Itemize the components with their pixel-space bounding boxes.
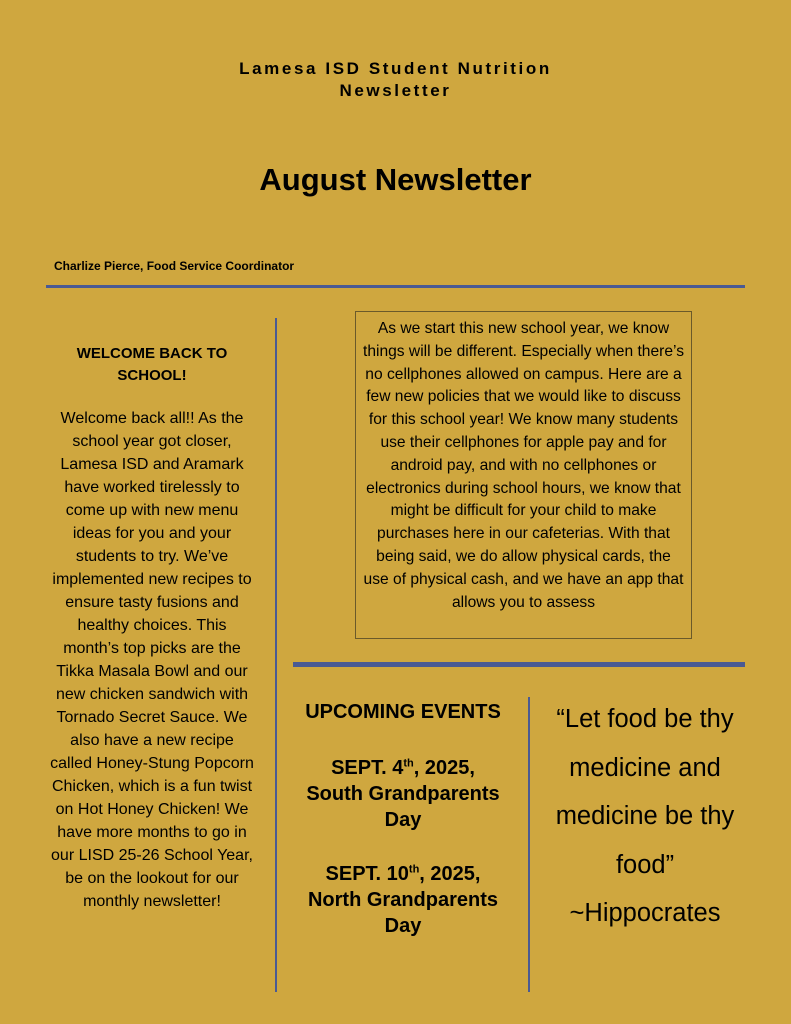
author-byline: Charlize Pierce, Food Service Coordinator (54, 259, 295, 273)
event-item (294, 755, 512, 833)
quote-author: ~Hippocrates (569, 899, 721, 927)
organization-title-line2: Newsletter (339, 81, 452, 100)
upcoming-events (294, 699, 512, 967)
policy-body: As we start this new school year, we know things will be different. Especially when there’s no cellphones allowed on campus. Here are a few new policies that we would like to discuss for this school year! We know many students use their cellphones for apple pay and for android pay, and with no cellphones or electronics during school hours, we know that might be difficult for your child to make purchases here in our cafeterias. With that being said, we do allow physical cards, the use of physical cash, and we have an app that allows you to assess (362, 320, 684, 611)
welcome-article (48, 343, 256, 913)
quote-block (545, 695, 745, 938)
welcome-heading: WELCOME BACK TO SCHOOL! (76, 345, 228, 384)
policy-text-box (355, 311, 692, 639)
event-item (294, 861, 512, 939)
organization-title (0, 58, 791, 102)
event-date: SEPT. 4th, 2025, (331, 757, 475, 779)
quote-text: “Let food be thy medicine and medicine be thy food” (555, 705, 735, 879)
column-divider-left (275, 318, 277, 992)
event-name: North Grandparents Day (307, 889, 499, 937)
organization-title-line1: Lamesa ISD Student Nutrition (239, 59, 552, 78)
section-divider (293, 662, 745, 667)
event-date: SEPT. 10th, 2025, (325, 863, 481, 885)
welcome-body: Welcome back all!! As the school year got closer, Lamesa ISD and Aramark have worked tirelessly to come up with new menu ideas for you and your students to try. We’ve implemented new recipes to ensure tasty fusions and healthy choices. This month’s top picks are the Tikka Masala Bowl and our new chicken sandwich with Tornado Secret Sauce. We also have a new recipe called Honey-Stung Popcorn Chicken, which is a fun twist on Hot Honey Chicken! We have more months to go in our LISD 25-26 School Year, be on the lookout for our monthly newsletter! (50, 410, 254, 910)
page-title: August Newsletter (259, 162, 532, 197)
event-name: South Grandparents Day (306, 783, 500, 831)
column-divider-right (528, 697, 530, 992)
header-divider (46, 285, 745, 288)
events-heading: UPCOMING EVENTS (305, 701, 501, 723)
